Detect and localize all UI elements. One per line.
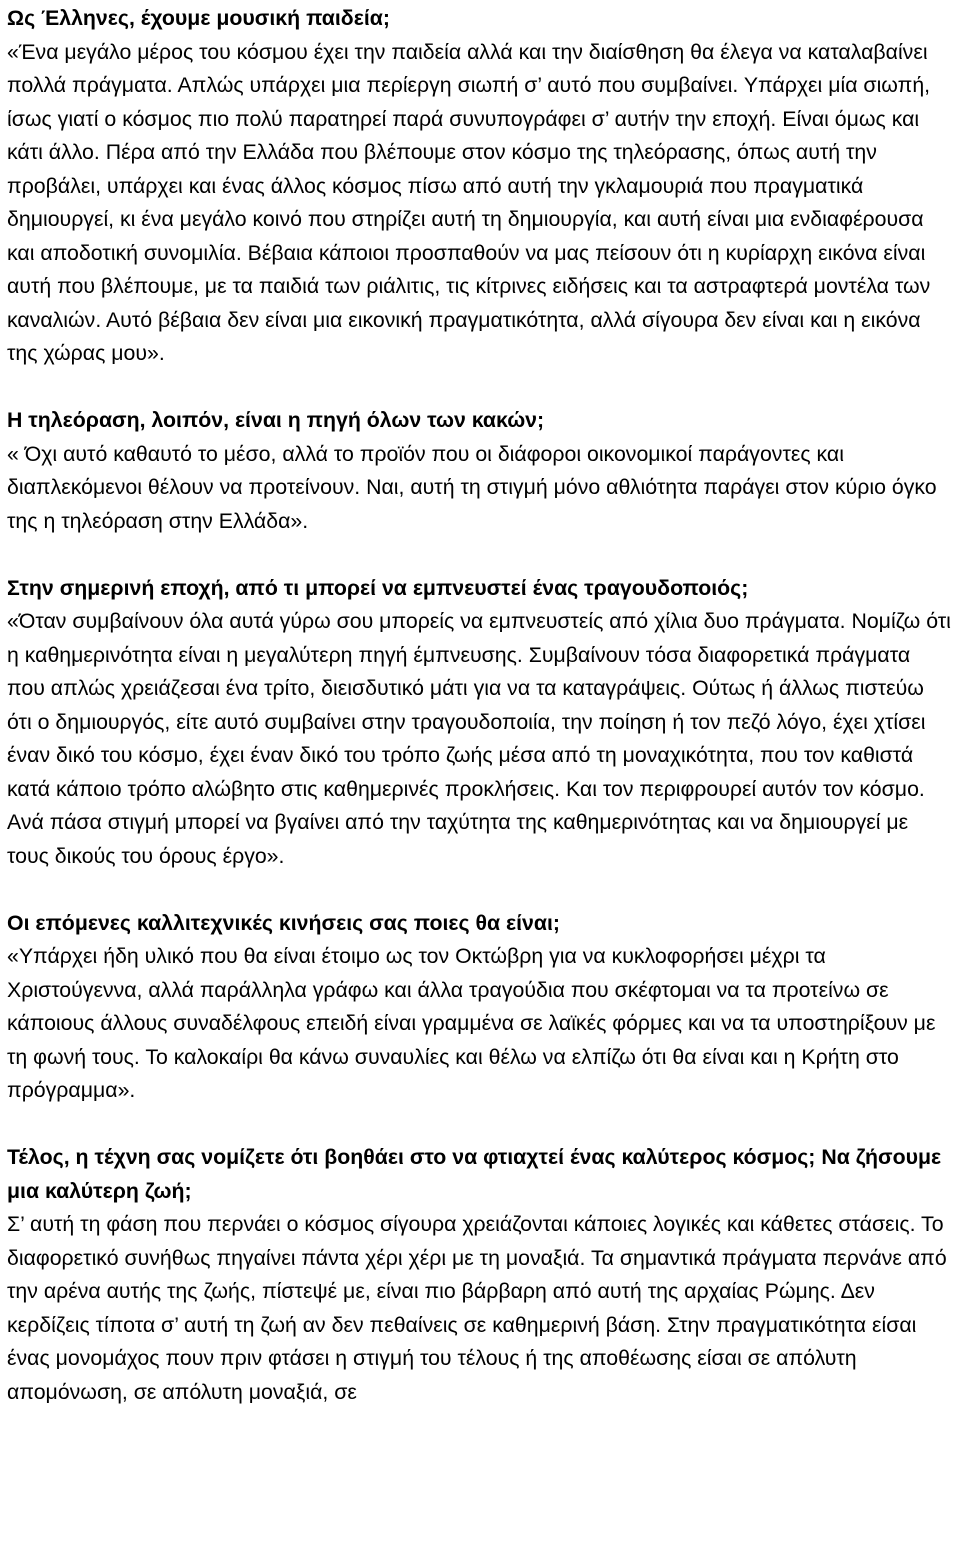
interview-section-3 bbox=[7, 572, 952, 874]
interview-section-2 bbox=[7, 404, 952, 538]
answer-paragraph: Σ’ αυτή τη φάση που περνάει ο κόσμος σίγουρα χρειάζονται κάποιες λογικές και κάθετες στάσεις. Το διαφορετικό συνήθως πηγαίνει πάντα χέρι χέρι με τη μοναξιά. Τα σημαντικά πράγματα περνάνε από την αρένα αυτής της ζωής, πίστεψέ με, είναι πιο βάρβαρη από αυτή της αρχαίας Ρώμης. Δεν κερδίζεις τίποτα σ’ αυτή τη ζωή αν δεν πεθαίνεις σε καθημερινή βάση. Στην πραγματικότητα είσαι ένας μονομάχος πουν πριν φτάσει η στιγμή του τέλους ή της αποθέωσης είσαι σε απόλυτη απομόνωση, σε απόλυτη μοναξιά, σε bbox=[7, 1212, 947, 1404]
answer-paragraph: « Όχι αυτό καθαυτό το μέσο, αλλά το προϊόν που οι διάφοροι οικονομικοί παράγοντες και διαπλεκόμενοι θέλουν να προτείνουν. Ναι, αυτή τη στιγμή μόνο αθλιότητα παράγει στον κύριο όγκο της η τηλεόραση στην Ελλάδα». bbox=[7, 441, 937, 533]
interview-section-5 bbox=[7, 1141, 952, 1409]
answer-paragraph: «Υπάρχει ήδη υλικό που θα είναι έτοιμο ως τον Οκτώβρη για να κυκλοφορήσει μέχρι τα Χριστούγεννα, αλλά παράλληλα γράφω και άλλα τραγούδια που σκέφτομαι να τα προτείνω σε κάποιους άλλους συναδέλφους επειδή είναι γραμμένα σε λαϊκές φόρμες και να τα υποστηρίξουν με τη φωνή τους. Το καλοκαίρι θα κάνω συναυλίες και θέλω να ελπίζω ότι θα είναι και η Κρήτη στο πρόγραμμα». bbox=[7, 944, 936, 1102]
interview-section-1 bbox=[7, 2, 952, 371]
answer-paragraph: «Ένα μεγάλο μέρος του κόσμου έχει την παιδεία αλλά και την διαίσθηση θα έλεγα να καταλαβαίνει πολλά πράγματα. Απλώς υπάρχει μια περίεργη σιωπή σ’ αυτό που συμβαίνει. Υπάρχει μία σιωπή, ίσως γιατί ο κόσμος πιο πολύ παρατηρεί παρά συνυπογράφει σ’ αυτήν την εποχή. Είναι όμως και κάτι άλλο. Πέρα από την Ελλάδα που βλέπουμε στον κόσμο της τηλεόρασης, όπως αυτή την προβάλει, υπάρχει και ένας άλλος κόσμος πίσω από αυτή την γκλαμουριά που πραγματικά δημιουργεί, κι ένα μεγάλο κοινό που στηρίζει αυτή τη δημιουργία, και αυτή είναι μια ενδιαφέρουσα και αποδοτική συνομιλία. Βέβαια κάποιοι προσπαθούν να μας πείσουν ότι η κυρίαρχη εικόνα είναι αυτή που βλέπουμε, με τα παιδιά των ριάλιτις, τις κίτρινες ειδήσεις και τα αστραφτερά μοντέλα των καναλιών. Αυτό βέβαια δεν είναι μια εικονική πραγματικότητα, αλλά σίγουρα δεν είναι και η εικόνα της χώρας μου». bbox=[7, 39, 931, 365]
question-heading: Ως Έλληνες, έχουμε μουσική παιδεία; bbox=[7, 6, 390, 30]
interview-section-4 bbox=[7, 907, 952, 1108]
question-heading: Η τηλεόραση, λοιπόν, είναι η πηγή όλων των κακών; bbox=[7, 408, 545, 432]
question-heading: Τέλος, η τέχνη σας νομίζετε ότι βοηθάει στο να φτιαχτεί ένας καλύτερος κόσμος; Να ζήσουμε μια καλύτερη ζωή; bbox=[7, 1145, 942, 1203]
question-heading: Οι επόμενες καλλιτεχνικές κινήσεις σας ποιες θα είναι; bbox=[7, 910, 560, 935]
question-heading: Στην σημερινή εποχή, από τι μπορεί να εμπνευστεί ένας τραγουδοποιός; bbox=[7, 575, 749, 600]
answer-paragraph: «Όταν συμβαίνουν όλα αυτά γύρω σου μπορείς να εμπνευστείς από χίλια δυο πράγματα. Νομίζω ότι η καθημερινότητα είναι η μεγαλύτερη πηγή έμπνευσης. Συμβαίνουν τόσα διαφορετικά πράγματα που απλώς χρειάζεσαι ένα τρίτο, διεισδυτικό μάτι για να τα καταγράψεις. Ούτως ή άλλως πιστεύω ότι ο δημιουργός, είτε αυτό συμβαίνει στην τραγουδοποιία, την ποίηση ή τον πεζό λόγο, έχει χτίσει έναν δικό του κόσμο, έχει έναν δικό του τρόπο ζωής μέσα από τη μοναχικότητα, που τον καθιστά κατά κάποιο τρόπο αλώβητο στις καθημερινές προκλήσεις. Και τον περιφρουρεί αυτόν τον κόσμο. Ανά πάσα στιγμή μπορεί να βγαίνει από την ταχύτητα της καθημερινότητας και να δημιουργεί με τους δικούς του όρους έργο». bbox=[7, 609, 951, 868]
